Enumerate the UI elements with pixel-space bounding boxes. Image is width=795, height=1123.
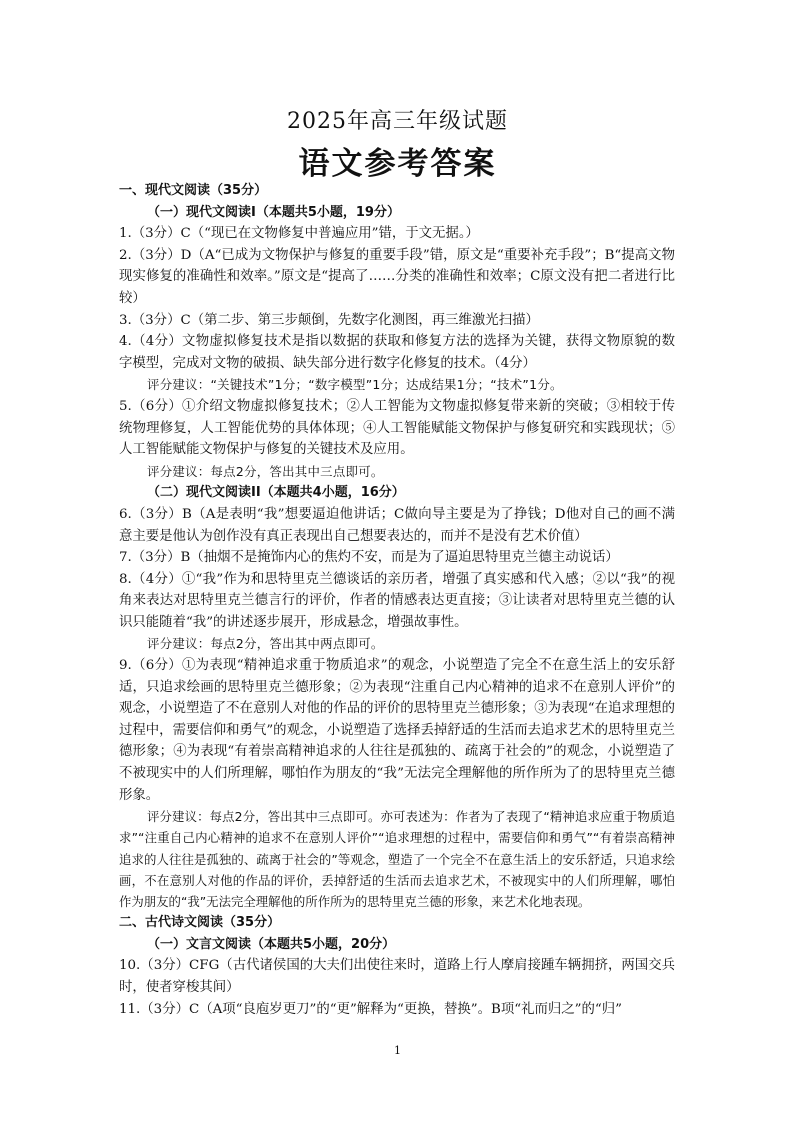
scoring-note: 评分建议：每点2分，答出其中三点即可。	[147, 463, 384, 479]
exam-title: 2025年高三年级试题	[287, 109, 508, 134]
answer-item: 4.（4分）文物虚拟修复技术是指以数据的获取和修复方法的选择为关键，获得文物原貌的数字模型，完成对文物的破损、缺失部分进行数字化修复的技术。（4分）	[119, 334, 675, 371]
answer-item: 11.（3分）C（A项“良庖岁更刀”的“更”解释为“更换，替换”。B项“礼而归之”的“归”	[119, 1001, 622, 1017]
answer-item: 8.（4分）①“我”作为和思特里克兰德谈话的亲历者，增强了真实感和代入感；②以“我”的视角来表达对思特里克兰德言行的评价，作者的情感表达更直接；③让读者对思特里克兰德的认识只能随着“我”的讲述逐步展开，形成悬念，增强故事性。	[119, 571, 675, 630]
answer-item: 3.（3分）C（第二步、第三步颠倒，先数字化测图，再三维激光扫描）	[119, 312, 539, 328]
answer-item: 10.（3分）CFG（古代诸侯国的大夫们出使往来时，道路上行人摩肩接踵车辆拥挤，两国交兵时，使者穿梭其间）	[119, 958, 675, 996]
section-heading: 一、现代文阅读（35分）	[119, 183, 268, 198]
answer-item: 5.（6分）①介绍文物虚拟修复技术；②人工智能为文物虚拟修复带来新的突破；③相较于传统物理修复，人工智能优势的具体体现；④人工智能赋能文物保护与修复研究和实践现状；⑤人工智能赋能文物保护与修复的关键技术及应用。	[119, 398, 675, 458]
subsection-heading: （一）现代文阅读I（本题共5小题，19分）	[147, 204, 400, 220]
answer-content	[119, 180, 675, 1020]
document-title: 语文参考答案	[298, 146, 497, 182]
page-number: 1	[394, 1044, 401, 1057]
answer-item: 7.（3分）B（抽烟不是掩饰内心的焦灼不安，而是为了逼迫思特里克兰德主动说话）	[119, 550, 619, 566]
answer-item: 1.（3分）C（“现已在文物修复中普遍应用”错，于文无据。）	[119, 226, 479, 242]
subsection-heading: （二）现代文阅读II（本题共4小题，16分）	[147, 485, 405, 501]
answer-item: 6.（3分）B（A是表明“我”想要逼迫他讲话；C做向导主要是为了挣钱；D他对自己的画不满意主要是他认为创作没有真正表现出自己想要表达的，而并不是没有艺术价值）	[119, 506, 675, 544]
section-heading: 二、古代诗文阅读（35分）	[119, 915, 281, 931]
subsection-heading: （一）文言文阅读（本题共5小题，20分）	[147, 936, 396, 952]
scoring-note-extended: 评分建议：每点2分，答出其中三点即可。亦可表述为：作者为了表现了“精神追求应重于物质追求”“注重自己内心精神的追求不在意别人评价”“追求理想的过程中，需要信仰和勇气”“有着崇高精神追求的人往往是孤独的、疏离于社会的”等观念，塑造了一个完全不在意生活上的安乐舒适，只追求绘画，不在意别人对他的作品的评价，丢掉舒适的生活而去追求艺术，不被现实中的人们所理解，哪怕作为朋友的“我”无法完全理解他的所作所为的思特里克兰德的形象，来艺术化地表现。	[119, 809, 675, 910]
answer-item: 2.（3分）D（A“已成为文物保护与修复的重要手段”错，原文是“重要补充手段”；B“提高文物现实修复的准确性和效率。”原文是“提高了……分类的准确性和效率；C原文没有把二者进行比较）	[119, 247, 675, 306]
scoring-note: 评分建议：“关键技术”1分；“数字模型”1分；达成结果1分；“技术”1分。	[147, 377, 563, 393]
answer-item: 9.（6分）①为表现“精神追求重于物质追求”的观念，小说塑造了完全不在意生活上的安乐舒适，只追求绘画的思特里克兰德形象；②为表现“注重自己内心精神的追求不在意别人评价”的观念，小说塑造了不在意别人对他的作品的评价的思特里克兰德形象；③为表现“在追求理想的过程中，需要信仰和勇气”的观念，小说塑造了选择丢掉舒适的生活而去追求艺术的思特里克兰德形象；④为表现“有着崇高精神追求的人往往是孤独的、疏离于社会的”的观念，小说塑造了不被现实中的人们所理解，哪怕作为朋友的“我”无法完全理解他的所作所为了的思特里克兰德形象。	[119, 658, 675, 803]
scoring-note: 评分建议：每点2分，答出其中两点即可。	[147, 636, 384, 652]
